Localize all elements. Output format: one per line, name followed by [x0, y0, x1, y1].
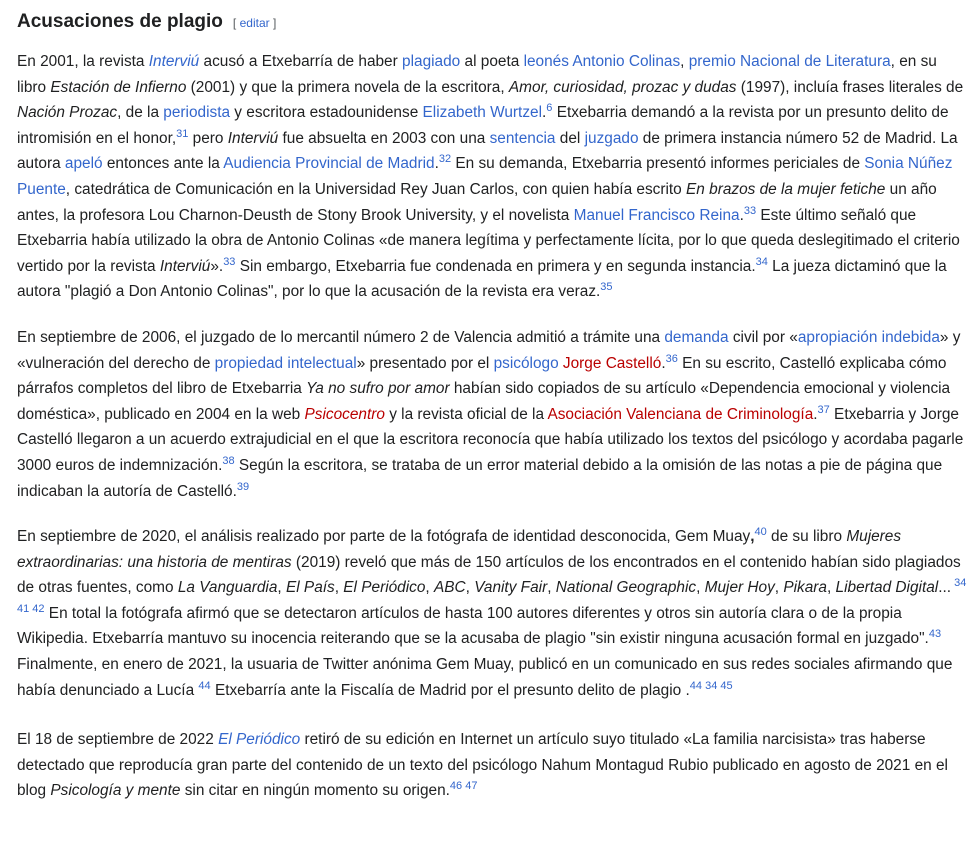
- link-asociacion-valenciana[interactable]: Asociación Valenciana de Criminología: [547, 405, 814, 423]
- paragraph-castello: En septiembre de 2006, el juzgado de lo mercantil número 2 de Valencia admitió a trámite una demanda civil por «apropiación indebida» y «vulneración del derecho de propiedad intelectual» presentado por el psicólogo Jorge Castelló.$^{36}$ En su escrito, Castelló explicaba cómo párrafos completos del libro de Etxebarria Ya no sufro por amor habían sido copiados de su artículo «Dependencia emocional y violencia doméstica», publicado en 2004 en la web Psicocentro y la revista oficial de la Asociación Valenciana de Criminología.$^{37}$ Etxebarria y Jorge Castelló llegaron a un acuerdo extrajudicial en el que la escritora reconocía que había utilizado los textos del psicólogo y acordaba pagarle 3000 euros de indemnización.$^{38}$ Según la escritora, se trataba de un error material debido a la omisión de las notas a pie de página que indicaban la autoría de Castelló.$^{39}$: [17, 328, 964, 500]
- citation-33b[interactable]: 33: [223, 255, 236, 268]
- edit-link[interactable]: editar: [239, 16, 270, 30]
- link-propiedad-intelectual[interactable]: propiedad intelectual: [214, 354, 357, 372]
- citation-36[interactable]: 36: [665, 352, 678, 365]
- citation-44[interactable]: 44: [198, 679, 211, 692]
- citation-31[interactable]: 31: [176, 127, 189, 140]
- link-audiencia-provincial[interactable]: Audiencia Provincial de Madrid: [223, 155, 435, 173]
- paragraph-plagio-colinas: En 2001, la revista Interviú acusó a Etxebarría de haber plagiado al poeta leonés Antonio Colinas, premio Nacional de Literatura, en su libro Estación de Infierno (2001) y que la primera novela de la escritora, Amor, curiosidad, prozac y dudas (1997), incluía frases literales de Nación Prozac, de la periodista y escritora estadounidense Elizabeth Wurtzel.$^6$ Etxebarria demandó a la revista por un presunto delito de intromisión en el honor,$^{31}$ pero Interviú fue absuelta en 2003 con una sentencia del juzgado de primera instancia número 52 de Madrid. La autora apeló entonces ante la Audiencia Provincial de Madrid.$^{32}$ En su demanda, Etxebarria presentó informes periciales de Sonia Núñez Puente, catedrática de Comunicación en la Universidad Rey Juan Carlos, con quien había escrito En brazos de la mujer fetiche un año antes, la profesora Lou Charnon-Deusth de Stony Brook University, y el novelista Manuel Francisco Reina.$^{33}$ Este último señaló que Etxebarria había utilizado la obra de Antonio Colinas «de manera legítima y perfectamente lícita, por lo que queda deslegitimado el criterio vertido por la revista Interviú».$^{33}$ Sin embargo, Etxebarria fue condenada en primera y en segunda instancia.$^{34}$ La jueza dictaminó que la autora "plagió a Don Antonio Colinas", por lo que la acusación de la revista era veraz.$^{35}$: [17, 53, 964, 301]
- citation-39[interactable]: 39: [236, 480, 250, 493]
- link-el-periodico[interactable]: El Periódico: [218, 731, 301, 749]
- edit-link-wrapper: [ editar ]: [232, 16, 277, 30]
- link-sonia-nunez[interactable]: Sonia Núñez Puente: [17, 155, 953, 198]
- link-apropiacion-indebida[interactable]: apropiación indebida: [797, 328, 940, 346]
- link-jorge-castello[interactable]: Jorge Castelló: [562, 354, 662, 372]
- citation-34-41-42[interactable]: 34 41 42: [17, 577, 967, 615]
- citation-37[interactable]: 37: [817, 403, 830, 416]
- citation-43[interactable]: 43: [928, 628, 942, 641]
- link-elizabeth-wurtzel[interactable]: Elizabeth Wurtzel: [422, 104, 543, 122]
- link-apelo[interactable]: apeló: [64, 155, 103, 173]
- citation-46-47[interactable]: 46 47: [449, 780, 478, 793]
- link-manuel-reina[interactable]: Manuel Francisco Reina: [573, 206, 740, 224]
- link-demanda[interactable]: demanda: [664, 328, 729, 346]
- section-title: Acusaciones de plagio: [17, 11, 223, 32]
- link-antonio-colinas[interactable]: Antonio Colinas: [572, 53, 681, 70]
- citation-34[interactable]: 34: [755, 255, 768, 268]
- link-leones[interactable]: leonés: [523, 53, 569, 70]
- citation-6[interactable]: 6: [546, 102, 553, 115]
- citation-35[interactable]: 35: [600, 281, 613, 294]
- link-premio-nacional[interactable]: premio Nacional de Literatura: [688, 53, 891, 70]
- section-heading: [17, 6, 967, 39]
- citation-32[interactable]: 32: [438, 153, 452, 166]
- citation-44-34-45[interactable]: 44 34 45: [689, 679, 733, 692]
- paragraph-el-periodico: El 18 de septiembre de 2022 El Periódico retiró de su edición en Internet un artículo suyo titulado «La familia narcisista» tras haberse detectado que reproducía gran parte del contenido de un texto del psicólogo Nahum Montagud Rubio publicado en agosto de 2021 en el blog Psicología y mente sin citar en ningún momento su origen.$^{46 47}$: [17, 731, 948, 800]
- citation-38[interactable]: 38: [222, 454, 235, 467]
- link-sentencia[interactable]: sentencia: [489, 129, 556, 147]
- citation-33[interactable]: 33: [743, 204, 757, 217]
- citation-40[interactable]: 40: [754, 525, 767, 538]
- link-periodista[interactable]: periodista: [163, 104, 231, 122]
- link-psicocentro[interactable]: Psicocentro: [304, 405, 385, 423]
- link-juzgado[interactable]: juzgado: [584, 129, 639, 147]
- paragraph-gem-muay: En septiembre de 2020, el análisis realizado por parte de la fotógrafa de identidad desconocida, Gem Muay,$^{40}$ de su libro Mujeres extraordinarias: una historia de mentiras (2019) reveló que más de 150 artículos de los encontrados en el contenido habían sido plagiados de otras fuentes, como La Vanguardia, El País, El Periódico, ABC, Vanity Fair, National Geographic, Mujer Hoy, Pikara, Libertad Digital... $^{34 41 42}$ En total la fotógrafa afirmó que se detectaron artículos de hasta 100 autores diferentes y otros sin autoría clara o de la propia Wikipedia. Etxebarría mantuvo su inocencia reiterando que se la acusaba de plagio "sin existir ninguna acusación formal en juzgado".$^{43}$ Finalmente, en enero de 2021, la usuaria de Twitter anónima Gem Muay, publicó en un comunicado en sus redes sociales afirmando que había denunciado a Lucía $^{44}$ Etxebarría ante la Fiscalía de Madrid por el presunto delito de plagio .$^{44 34 45}$: [17, 525, 967, 699]
- link-plagiado[interactable]: plagiado: [402, 53, 461, 70]
- link-psicologo[interactable]: psicólogo: [493, 354, 559, 372]
- link-interviu[interactable]: Interviú: [148, 53, 200, 70]
